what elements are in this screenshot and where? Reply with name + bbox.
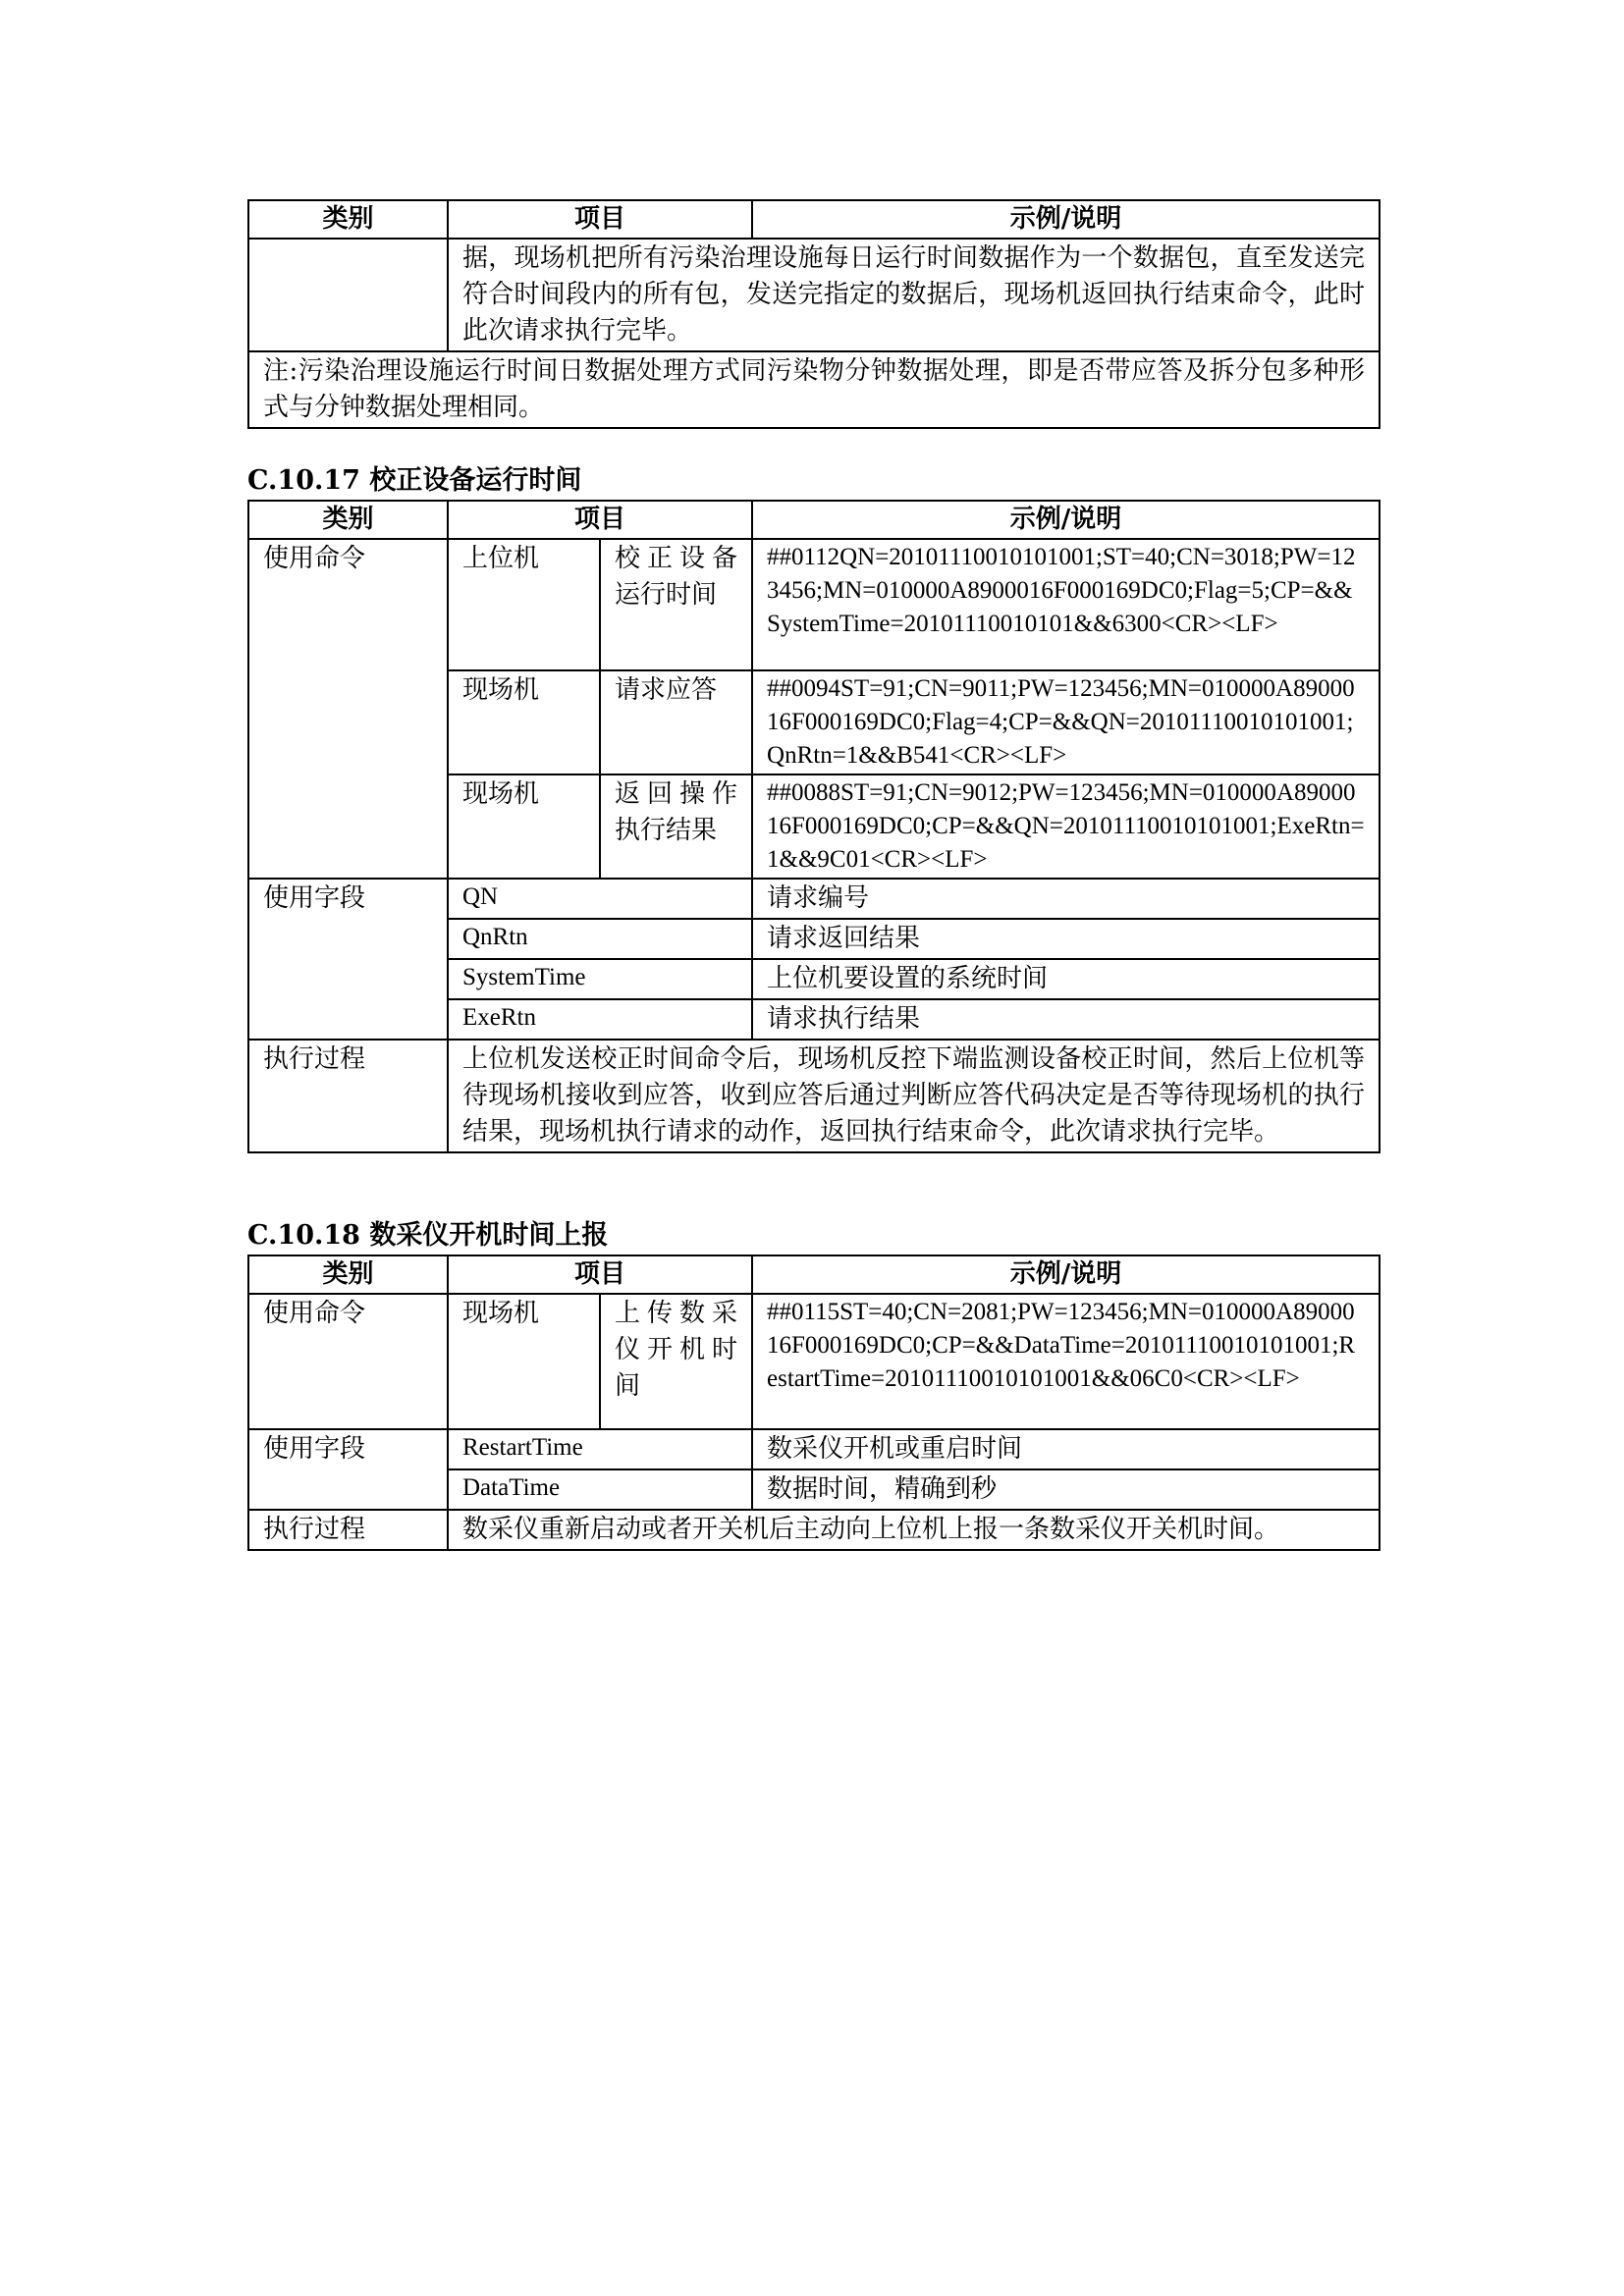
command-item: 校正设备运行时间 bbox=[600, 539, 752, 670]
header-example: 示例/说明 bbox=[752, 200, 1380, 239]
command-item: 返回操作执行结果 bbox=[600, 774, 752, 879]
section-heading-c-10-17: C.10.17 校正设备运行时间 bbox=[247, 465, 582, 496]
command-item: 上传数采仪开机时间 bbox=[600, 1294, 752, 1429]
field-desc: 请求编号 bbox=[752, 879, 1380, 919]
field-name: RestartTime bbox=[448, 1429, 752, 1469]
table-row bbox=[248, 351, 1380, 428]
field-desc: 数据时间，精确到秒 bbox=[752, 1469, 1380, 1510]
command-example: ##0094ST=91;CN=9011;PW=123456;MN=010000A8900016F000169DC0;Flag=4;CP=&&QN=20101110010101001;QnRtn=1&&B541<CR><LF> bbox=[752, 670, 1380, 774]
header-item: 项目 bbox=[448, 200, 752, 239]
table-header-row bbox=[248, 200, 1380, 239]
field-name: ExeRtn bbox=[448, 999, 752, 1040]
field-name: QnRtn bbox=[448, 919, 752, 959]
table-row bbox=[248, 1510, 1380, 1550]
category-process: 执行过程 bbox=[248, 1040, 448, 1152]
command-example: ##0115ST=40;CN=2081;PW=123456;MN=010000A8900016F000169DC0;CP=&&DataTime=20101110010101001;RestartTime=20101110010101001&&06C0<CR><LF> bbox=[752, 1294, 1380, 1429]
table-daq-startup-time-report bbox=[247, 1255, 1380, 1551]
table-header-row bbox=[248, 501, 1380, 539]
table-header-row bbox=[248, 1255, 1380, 1294]
category-fields: 使用字段 bbox=[248, 1429, 448, 1510]
table-calibrate-device-time bbox=[247, 500, 1380, 1153]
category-process: 执行过程 bbox=[248, 1510, 448, 1550]
command-sender: 现场机 bbox=[448, 774, 600, 879]
field-name: DataTime bbox=[448, 1469, 752, 1510]
table-row bbox=[248, 879, 1380, 919]
table-row bbox=[248, 539, 1380, 670]
category-commands: 使用命令 bbox=[248, 1294, 448, 1429]
field-desc: 请求执行结果 bbox=[752, 999, 1380, 1040]
table-row bbox=[248, 239, 1380, 351]
header-category: 类别 bbox=[248, 501, 448, 539]
table-continued bbox=[247, 199, 1380, 429]
header-category: 类别 bbox=[248, 200, 448, 239]
header-item: 项目 bbox=[448, 1255, 752, 1294]
header-item: 项目 bbox=[448, 501, 752, 539]
note-text: 注:污染治理设施运行时间日数据处理方式同污染物分钟数据处理，即是否带应答及拆分包多种形式与分钟数据处理相同。 bbox=[248, 351, 1380, 428]
process-text: 数采仪重新启动或者开关机后主动向上位机上报一条数采仪开关机时间。 bbox=[448, 1510, 1380, 1550]
section-heading-c-10-18: C.10.18 数采仪开机时间上报 bbox=[247, 1220, 609, 1251]
field-name: QN bbox=[448, 879, 752, 919]
command-sender: 现场机 bbox=[448, 670, 600, 774]
category-commands: 使用命令 bbox=[248, 539, 448, 879]
field-desc: 上位机要设置的系统时间 bbox=[752, 959, 1380, 999]
header-example: 示例/说明 bbox=[752, 1255, 1380, 1294]
table-row bbox=[248, 1429, 1380, 1469]
command-sender: 现场机 bbox=[448, 1294, 600, 1429]
header-category: 类别 bbox=[248, 1255, 448, 1294]
process-text: 上位机发送校正时间命令后，现场机反控下端监测设备校正时间，然后上位机等待现场机接收到应答，收到应答后通过判断应答代码决定是否等待现场机的执行结果，现场机执行请求的动作，返回执行结束命令，此次请求执行完毕。 bbox=[448, 1040, 1380, 1152]
table-row bbox=[248, 1040, 1380, 1152]
field-desc: 数采仪开机或重启时间 bbox=[752, 1429, 1380, 1469]
command-example: ##0088ST=91;CN=9012;PW=123456;MN=010000A8900016F000169DC0;CP=&&QN=20101110010101001;ExeRtn=1&&9C01<CR><LF> bbox=[752, 774, 1380, 879]
field-name: SystemTime bbox=[448, 959, 752, 999]
table-row bbox=[248, 1294, 1380, 1429]
command-example: ##0112QN=20101110010101001;ST=40;CN=3018;PW=123456;MN=010000A8900016F000169DC0;Flag=5;CP=&&SystemTime=20101110010101&&6300<CR><LF> bbox=[752, 539, 1380, 670]
category-cell-empty bbox=[248, 239, 448, 351]
continued-text: 据，现场机把所有污染治理设施每日运行时间数据作为一个数据包，直至发送完符合时间段内的所有包，发送完指定的数据后，现场机返回执行结束命令，此时此次请求执行完毕。 bbox=[448, 239, 1380, 351]
command-item: 请求应答 bbox=[600, 670, 752, 774]
category-fields: 使用字段 bbox=[248, 879, 448, 1040]
header-example: 示例/说明 bbox=[752, 501, 1380, 539]
command-sender: 上位机 bbox=[448, 539, 600, 670]
field-desc: 请求返回结果 bbox=[752, 919, 1380, 959]
